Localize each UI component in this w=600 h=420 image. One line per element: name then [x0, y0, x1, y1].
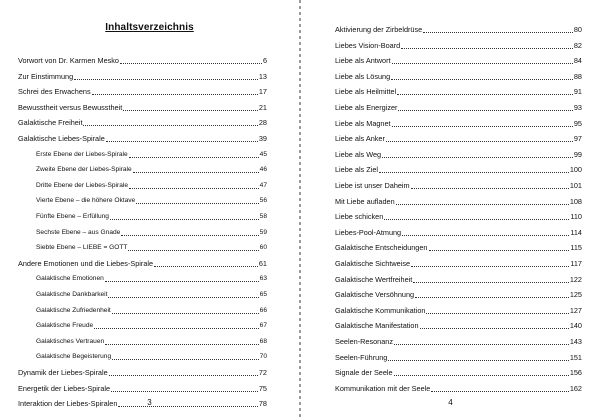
toc-entry-label: Galaktische Emotionen	[36, 275, 104, 283]
toc-entry	[335, 243, 582, 253]
toc-entry-label: Vierte Ebene – die höhere Oktave	[36, 197, 136, 205]
toc-entry-label: Galaktische Freude	[36, 322, 94, 330]
toc-entry-label: Liebe als Weg	[335, 149, 382, 159]
toc-entry-label: Galaktische Entscheidungen	[335, 243, 428, 253]
toc-entry-page: 140	[569, 321, 582, 331]
toc-entry	[18, 384, 267, 394]
toc-entry-label: Liebe ist unser Daheim	[335, 181, 410, 190]
toc-leader-dots	[120, 63, 262, 64]
toc-entry-label: Galaktische Liebes-Spirale	[18, 134, 105, 143]
toc-entry	[335, 41, 582, 51]
toc-leader-dots	[94, 328, 258, 329]
toc-leader-dots	[112, 313, 259, 314]
toc-entry	[335, 368, 582, 378]
right-page	[301, 0, 600, 420]
toc-entry-label: Liebe schicken	[335, 212, 384, 222]
toc-entry-label: Zur Einstimmung	[18, 71, 74, 81]
toc-leader-dots	[111, 391, 258, 392]
toc-leader-dots	[398, 110, 572, 111]
left-page	[0, 0, 299, 420]
toc-entry-label: Seelen-Resonanz	[335, 337, 394, 346]
toc-entry-page: 100	[569, 165, 582, 175]
toc-leader-dots	[109, 375, 258, 376]
toc-leader-dots	[396, 204, 569, 205]
toc-entry-label: Vorwort von Dr. Karmen Mesko	[18, 56, 119, 65]
toc-entry-page: 72	[258, 368, 267, 377]
toc-leader-dots	[394, 344, 569, 345]
toc-title: Inhaltsverzeichnis	[105, 22, 194, 33]
toc-entry-page: 99	[573, 149, 582, 159]
toc-entry	[335, 337, 582, 347]
toc-entry-page: 91	[573, 87, 582, 97]
toc-entry	[36, 165, 267, 175]
toc-entry	[335, 87, 582, 97]
toc-entry	[335, 212, 582, 222]
toc-entry	[36, 321, 267, 331]
toc-leader-dots	[397, 94, 573, 95]
toc-entry-label: Galaktische Sichtweise	[335, 259, 411, 268]
toc-entry-page: 108	[569, 196, 582, 206]
toc-entry-page: 45	[259, 150, 267, 158]
toc-leader-dots	[401, 48, 573, 49]
toc-entry	[335, 321, 582, 331]
toc-entry	[18, 134, 267, 144]
toc-entry	[335, 290, 582, 300]
toc-entry-label: Schrei des Erwachens	[18, 87, 91, 97]
toc-entry-label: Interaktion der Liebes-Spiralen	[18, 399, 118, 409]
toc-entry-page: 17	[258, 87, 267, 97]
toc-leader-dots	[129, 188, 259, 189]
toc-leader-dots	[411, 266, 569, 267]
toc-leader-dots	[121, 235, 258, 236]
toc-entry-page: 61	[258, 258, 267, 268]
toc-leader-dots	[411, 188, 569, 189]
toc-entry	[335, 197, 582, 207]
toc-entry	[36, 196, 267, 206]
toc-entry-label: Liebe als Anker	[335, 134, 385, 144]
toc-entry-page: 110	[570, 212, 582, 222]
toc-leader-dots	[386, 141, 573, 142]
toc-entry-page: 67	[259, 322, 267, 330]
toc-entry-page: 101	[569, 181, 582, 190]
toc-leader-dots	[420, 328, 569, 329]
toc-entry-page: 88	[573, 71, 582, 81]
toc-entry-page: 60	[259, 244, 267, 252]
toc-leader-dots	[394, 375, 569, 376]
toc-leader-dots	[105, 344, 258, 345]
toc-entry-label: Seelen-Führung	[335, 352, 388, 362]
toc-entry	[335, 306, 582, 316]
toc-entry-page: 95	[573, 118, 582, 128]
toc-entry-label: Galaktische Freiheit	[18, 118, 83, 128]
toc-entry	[18, 259, 267, 269]
toc-leader-dots	[413, 282, 568, 283]
toc-entry-label: Liebes-Pool-Atmung	[335, 227, 402, 237]
toc-entry-page: 75	[258, 383, 267, 393]
toc-entry	[36, 352, 267, 362]
toc-entry	[18, 368, 267, 378]
toc-entry-page: 151	[569, 352, 582, 362]
toc-entry	[335, 103, 582, 113]
toc-list-right	[301, 0, 600, 420]
toc-entry-page: 82	[573, 40, 582, 50]
toc-leader-dots	[429, 250, 570, 251]
toc-leader-dots	[108, 297, 258, 298]
toc-entry-page: 93	[573, 103, 582, 112]
toc-entry-label: Signale der Seele	[335, 368, 393, 378]
toc-entry-page: 21	[258, 102, 267, 112]
toc-entry	[335, 56, 582, 66]
toc-entry-label: Galaktische Zufriedenheit	[36, 306, 111, 314]
toc-entry-label: Erste Ebene der Liebes-Spirale	[36, 150, 128, 158]
toc-entry-page: 122	[569, 274, 582, 284]
toc-entry	[335, 134, 582, 144]
toc-entry-label: Siebte Ebene – LIEBE = GOTT	[36, 244, 128, 252]
toc-entry	[18, 118, 267, 128]
toc-entry-label: Energetik der Liebes-Spirale	[18, 383, 111, 393]
toc-entry	[335, 275, 582, 285]
toc-entry-page: 28	[258, 118, 267, 128]
toc-leader-dots	[136, 203, 258, 204]
toc-entry-label: Aktivierung der Zirbeldrüse	[335, 25, 423, 34]
toc-entry-page: 65	[259, 291, 267, 298]
toc-entry-label: Bewusstheit versus Bewusstheit	[18, 102, 123, 112]
toc-entry	[335, 25, 582, 35]
toc-entry	[335, 119, 582, 129]
toc-entry-label: Liebe als Lösung	[335, 71, 391, 81]
toc-entry-page: 68	[259, 337, 267, 345]
toc-entry-label: Galaktische Dankbarkeit	[36, 291, 108, 298]
toc-entry-label: Liebe als Heilmittel	[335, 87, 397, 97]
toc-entry-page: 156	[569, 368, 582, 378]
toc-entry-page: 84	[573, 56, 582, 66]
toc-entry	[36, 150, 267, 160]
toc-entry-label: Mit Liebe aufladen	[335, 196, 395, 206]
toc-leader-dots	[384, 219, 569, 220]
toc-leader-dots	[391, 79, 573, 80]
toc-entry-label: Andere Emotionen und die Liebes-Spirale	[18, 258, 154, 268]
toc-entry	[36, 181, 267, 191]
toc-entry-label: Galaktische Manifestation	[335, 321, 419, 331]
toc-entry-page: 59	[259, 228, 267, 236]
toc-entry-page: 125	[569, 290, 582, 300]
toc-leader-dots	[74, 79, 258, 80]
toc-entry-page: 143	[569, 337, 582, 346]
toc-entry	[335, 228, 582, 238]
toc-leader-dots	[426, 313, 568, 314]
toc-entry-label: Liebe als Magnet	[335, 118, 391, 128]
toc-entry	[335, 259, 582, 269]
toc-leader-dots	[112, 359, 259, 360]
toc-leader-dots	[106, 141, 258, 142]
toc-entry-label: Galaktisches Vertrauen	[36, 337, 105, 345]
toc-entry-label: Galaktische Begeisterung	[36, 353, 112, 361]
toc-entry-page: 6	[262, 56, 267, 65]
toc-leader-dots	[392, 126, 573, 127]
toc-entry-page: 80	[573, 25, 582, 34]
toc-entry	[36, 274, 267, 284]
toc-leader-dots	[415, 297, 569, 298]
toc-entry	[335, 150, 582, 160]
toc-leader-dots	[129, 157, 259, 158]
toc-entry-label: Zweite Ebene der Liebes-Spirale	[36, 166, 132, 174]
toc-entry-page: 63	[259, 275, 267, 283]
toc-leader-dots	[382, 157, 573, 158]
toc-leader-dots	[402, 235, 569, 236]
toc-entry	[18, 56, 267, 66]
toc-leader-dots	[392, 63, 573, 64]
toc-entry	[335, 384, 582, 394]
toc-leader-dots	[123, 110, 258, 111]
toc-leader-dots	[83, 125, 257, 126]
toc-entry-page: 56	[259, 197, 267, 205]
toc-entry-page: 97	[573, 134, 582, 144]
toc-leader-dots	[379, 172, 569, 173]
toc-leader-dots	[128, 250, 258, 251]
toc-entry-label: Kommunikation mit der Seele	[335, 383, 431, 393]
toc-entry-page: 70	[259, 353, 267, 361]
toc-entry-label: Sechste Ebene – aus Gnade	[36, 228, 121, 236]
toc-list-left	[0, 0, 299, 420]
toc-entry-page: 13	[258, 71, 267, 81]
toc-leader-dots	[423, 32, 573, 33]
toc-entry	[335, 72, 582, 82]
toc-leader-dots	[133, 172, 259, 173]
toc-entry	[36, 337, 267, 347]
toc-entry-label: Fünfte Ebene – Erfüllung	[36, 213, 109, 220]
toc-entry-label: Liebe als Energizer	[335, 103, 398, 112]
toc-entry-page: 66	[259, 306, 267, 314]
toc-entry	[36, 290, 267, 300]
toc-entry-label: Liebes Vision-Board	[335, 40, 401, 50]
toc-entry-label: Galaktische Versöhnung	[335, 290, 415, 300]
toc-entry-page: 162	[569, 383, 582, 393]
toc-leader-dots	[92, 94, 258, 95]
toc-entry-label: Galaktische Kommunikation	[335, 305, 426, 315]
toc-entry	[18, 72, 267, 82]
toc-leader-dots	[105, 281, 259, 282]
toc-entry-label: Dynamik der Liebes-Spirale	[18, 368, 108, 377]
toc-entry	[36, 228, 267, 238]
toc-entry-page: 115	[570, 243, 582, 253]
toc-leader-dots	[110, 219, 259, 220]
toc-entry-label: Liebe als Antwort	[335, 56, 391, 66]
toc-entry-page: 78	[258, 399, 267, 409]
toc-entry	[18, 87, 267, 97]
toc-leader-dots	[431, 391, 569, 392]
toc-entry-page: 117	[570, 259, 582, 268]
toc-entry-label: Galaktische Wertfreiheit	[335, 274, 413, 284]
toc-entry	[36, 306, 267, 316]
toc-entry	[335, 165, 582, 175]
toc-entry	[36, 243, 267, 253]
toc-entry	[36, 212, 267, 222]
toc-leader-dots	[154, 266, 258, 267]
toc-entry-page: 127	[569, 305, 582, 315]
toc-entry-page: 58	[259, 213, 267, 220]
toc-entry-page: 114	[570, 227, 582, 237]
page-number-right: 4	[448, 398, 453, 407]
toc-entry	[335, 353, 582, 363]
toc-leader-dots	[388, 360, 568, 361]
toc-entry-page: 47	[259, 181, 267, 189]
toc-entry	[18, 103, 267, 113]
toc-entry-page: 39	[258, 134, 267, 143]
toc-entry-label: Dritte Ebene der Liebes-Spirale	[36, 181, 128, 189]
toc-entry	[335, 181, 582, 191]
toc-entry-label: Liebe als Ziel	[335, 165, 378, 175]
toc-entry-page: 46	[259, 166, 267, 174]
page-number-left: 3	[147, 398, 152, 407]
